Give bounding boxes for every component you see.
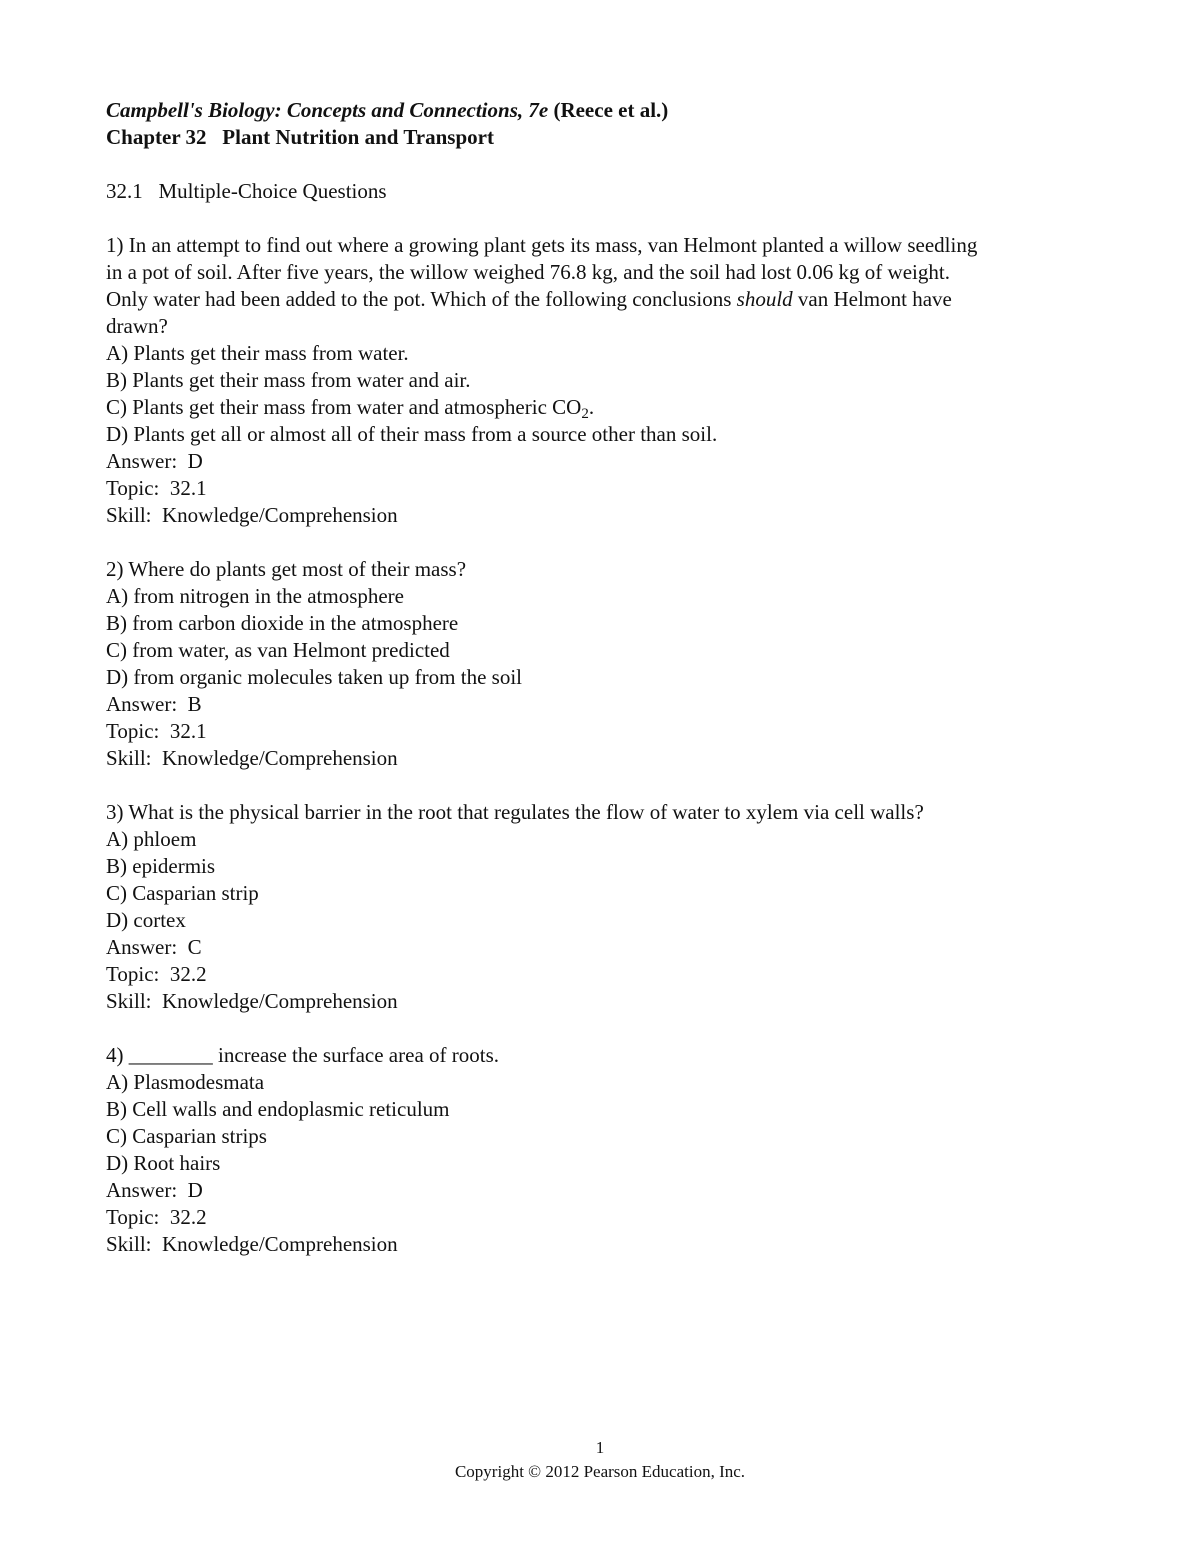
question-2-option-b: B) from carbon dioxide in the atmosphere	[106, 611, 459, 635]
question-1-stem-line-1: 1) In an attempt to find out where a growing plant gets its mass, van Helmont planted a willow seedling	[106, 233, 978, 257]
page-number: 1	[595, 1438, 605, 1457]
question-2-answer: Answer: B	[106, 692, 202, 716]
question-1-stem-line-4: drawn?	[106, 314, 168, 338]
question-1	[106, 232, 1106, 529]
question-1-stem-text-end: van Helmont have	[792, 287, 952, 311]
question-3-option-d: D) cortex	[106, 908, 186, 932]
chapter-title: Chapter 32 Plant Nutrition and Transport	[106, 125, 494, 149]
section-heading: 32.1 Multiple-Choice Questions	[106, 179, 387, 203]
question-1-stem-line-2: in a pot of soil. After five years, the willow weighed 76.8 kg, and the soil had lost 0.06 kg of weight.	[106, 260, 950, 284]
question-3-option-b: B) epidermis	[106, 854, 216, 878]
question-2-option-c: C) from water, as van Helmont predicted	[106, 638, 450, 662]
question-1-stem-line-3	[106, 286, 1106, 313]
question-4-option-c: C) Casparian strips	[106, 1124, 267, 1148]
question-4-option-d: D) Root hairs	[106, 1151, 221, 1175]
question-1-answer: Answer: D	[106, 449, 203, 473]
book-title: Campbell's Biology: Concepts and Connections, 7e	[106, 98, 549, 122]
question-1-option-c-text: C) Plants get their mass from water and atmospheric CO	[106, 395, 582, 419]
question-2-option-a: A) from nitrogen in the atmosphere	[106, 584, 404, 608]
question-3	[106, 799, 1106, 1015]
question-1-skill: Skill: Knowledge/Comprehension	[106, 503, 398, 527]
question-3-option-a: A) phloem	[106, 827, 197, 851]
question-2	[106, 556, 1106, 772]
question-3-skill: Skill: Knowledge/Comprehension	[106, 989, 398, 1013]
question-3-answer: Answer: C	[106, 935, 202, 959]
question-1-option-d: D) Plants get all or almost all of their mass from a source other than soil.	[106, 422, 718, 446]
question-1-topic: Topic: 32.1	[106, 476, 207, 500]
question-4-option-b: B) Cell walls and endoplasmic reticulum	[106, 1097, 450, 1121]
book-authors: (Reece et al.)	[553, 98, 669, 122]
question-2-stem: 2) Where do plants get most of their mass?	[106, 557, 467, 581]
question-4	[106, 1042, 1106, 1258]
question-4-option-a: A) Plasmodesmata	[106, 1070, 265, 1094]
question-1-option-c	[106, 394, 1106, 421]
question-1-stem-text: Only water had been added to the pot. Which of the following conclusions	[106, 287, 737, 311]
question-1-emphasis: should	[736, 287, 793, 311]
question-4-stem: 4) ________ increase the surface area of roots.	[106, 1043, 500, 1067]
question-1-option-a: A) Plants get their mass from water.	[106, 341, 409, 365]
question-3-stem: 3) What is the physical barrier in the root that regulates the flow of water to xylem via cell walls?	[106, 800, 924, 824]
co2-subscript: 2	[581, 406, 589, 422]
book-title-line	[106, 97, 1106, 124]
copyright-notice: Copyright © 2012 Pearson Education, Inc.	[454, 1462, 746, 1481]
page-content	[106, 97, 1106, 1258]
question-2-topic: Topic: 32.1	[106, 719, 207, 743]
question-4-answer: Answer: D	[106, 1178, 203, 1202]
question-3-topic: Topic: 32.2	[106, 962, 207, 986]
question-1-option-c-suffix: .	[588, 395, 595, 419]
question-2-skill: Skill: Knowledge/Comprehension	[106, 746, 398, 770]
question-4-skill: Skill: Knowledge/Comprehension	[106, 1232, 398, 1256]
question-3-option-c: C) Casparian strip	[106, 881, 259, 905]
question-1-option-b: B) Plants get their mass from water and air.	[106, 368, 471, 392]
question-4-topic: Topic: 32.2	[106, 1205, 207, 1229]
question-2-option-d: D) from organic molecules taken up from the soil	[106, 665, 523, 689]
